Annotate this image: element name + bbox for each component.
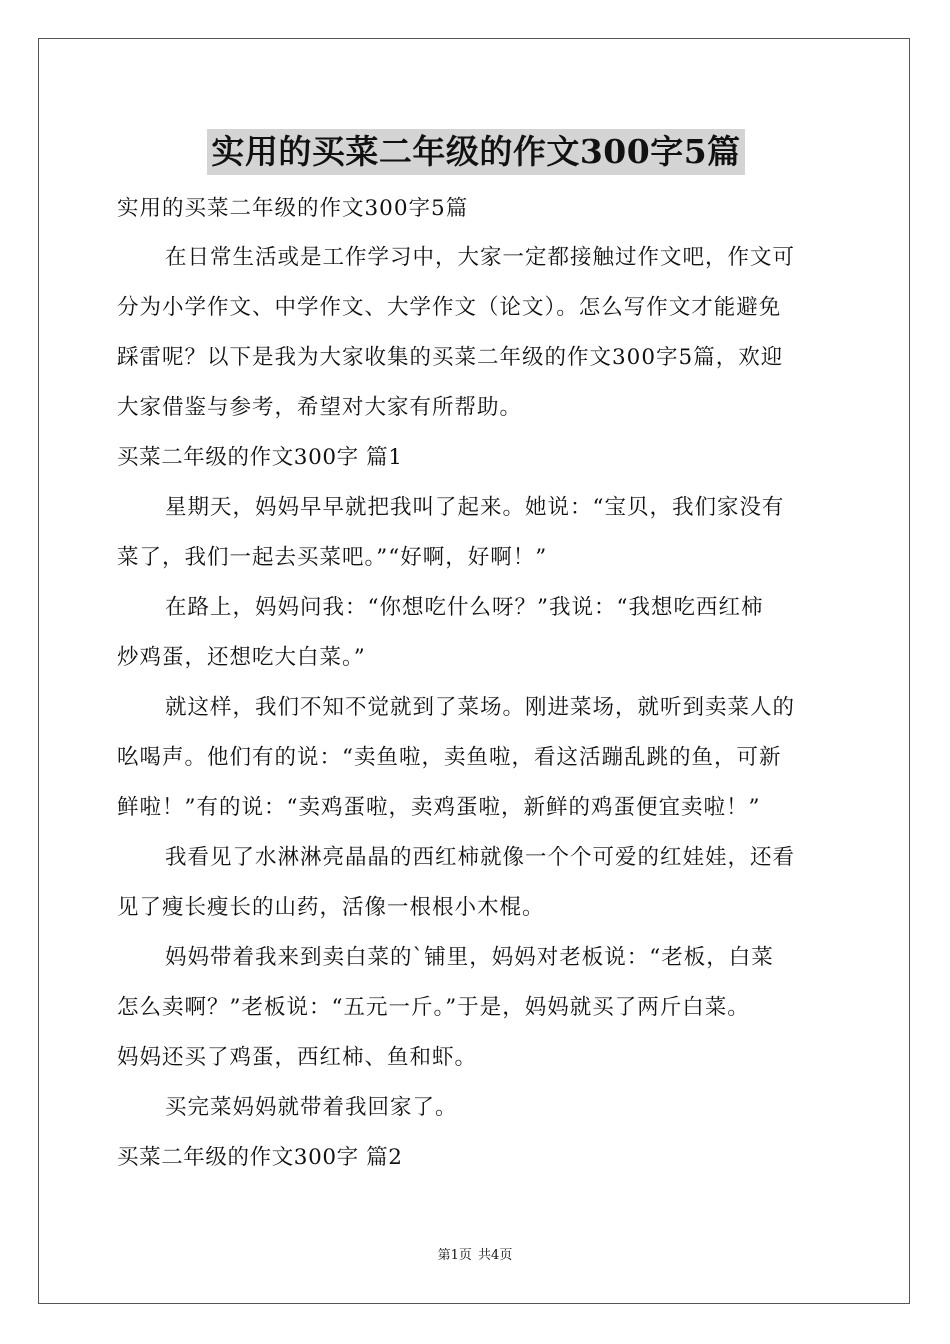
paragraph-line: 大家借鉴与参考，希望对大家有所帮助。: [117, 395, 523, 420]
section-heading: 买菜二年级的作文300字 篇1: [117, 445, 403, 470]
paragraph-line: 怎么卖啊？”老板说：“五元一斤。”于是，妈妈就买了两斤白菜。: [117, 995, 750, 1020]
section-heading: 买菜二年级的作文300字 篇2: [117, 1145, 403, 1170]
paragraph-line: 星期天，妈妈早早就把我叫了起来。她说：“宝贝，我们家没有: [165, 495, 785, 520]
paragraph-line: 菜了，我们一起去买菜吧。”“好啊，好啊！”: [117, 545, 548, 570]
document-page: [38, 38, 910, 1304]
paragraph-line: 在日常生活或是工作学习中，大家一定都接触过作文吧，作文可: [165, 245, 796, 270]
paragraph-line: 踩雷呢？以下是我为大家收集的买菜二年级的作文300字5篇，欢迎: [117, 345, 784, 370]
page-footer: 第1页 共4页: [437, 1248, 513, 1263]
paragraph-line: 妈妈还买了鸡蛋，西红柿、鱼和虾。: [117, 1045, 478, 1070]
paragraph-line: 就这样，我们不知不觉就到了菜场。刚进菜场，就听到卖菜人的: [165, 695, 796, 720]
paragraph-line: 妈妈带着我来到卖白菜的`铺里，妈妈对老板说：“老板，白菜: [165, 945, 774, 970]
paragraph-line: 见了瘦长瘦长的山药，活像一根根小木棍。: [117, 895, 545, 920]
paragraph-line: 鲜啦！”有的说：“卖鸡蛋啦，卖鸡蛋啦，新鲜的鸡蛋便宜卖啦！”: [117, 795, 761, 820]
paragraph-line: 在路上，妈妈问我：“你想吃什么呀？”我说：“我想吃西红柿: [165, 595, 764, 620]
paragraph-line: 吆喝声。他们有的说：“卖鱼啦，卖鱼啦，看这活蹦乱跳的鱼，可新: [117, 745, 782, 770]
paragraph-line: 买完菜妈妈就带着我回家了。: [165, 1095, 458, 1120]
title-block: [117, 129, 835, 175]
paragraph-line: 炒鸡蛋，还想吃大白菜。”: [117, 645, 366, 670]
document-title: 实用的买菜二年级的作文300字5篇: [207, 129, 744, 175]
document-subtitle: 实用的买菜二年级的作文300字5篇: [117, 196, 469, 221]
paragraph-line: 分为小学作文、中学作文、大学作文（论文）。怎么写作文才能避免: [117, 295, 782, 320]
paragraph-line: 我看见了水淋淋亮晶晶的西红柿就像一个个可爱的红娃娃，还看: [165, 845, 796, 870]
